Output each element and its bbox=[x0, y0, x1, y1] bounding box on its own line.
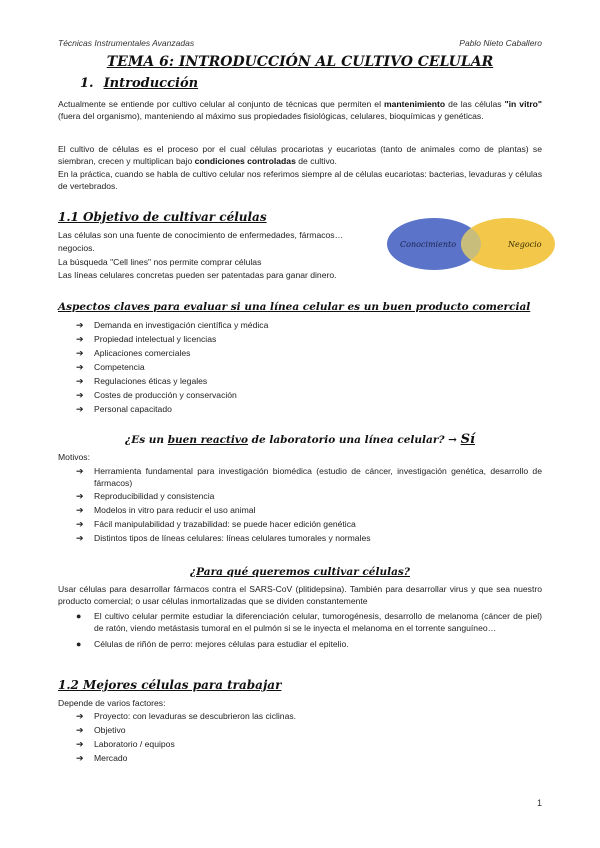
list-item-text: Regulaciones éticas y legales bbox=[94, 376, 208, 386]
intro-p2-text-b: de cultivo. bbox=[295, 156, 337, 167]
arrow-icon: ➔ bbox=[76, 376, 84, 386]
list-item-text: El cultivo celular permite estudiar la diferenciación celular, tumorogénesis, desarrollo de melanoma (cáncer de piel) de ratón, viendo metástasis tumoral en el pulmón si se le inyecta el melanoma en el torrente sanguíneo… bbox=[94, 611, 542, 634]
list-item bbox=[76, 402, 542, 416]
arrow-icon: ➔ bbox=[76, 404, 84, 414]
intro-p1-bold-2: "in vitro" bbox=[504, 99, 542, 109]
arrow-icon: ➔ bbox=[76, 753, 84, 763]
header-course: Técnicas Instrumentales Avanzadas bbox=[58, 38, 195, 48]
list-item bbox=[76, 751, 542, 765]
list-item bbox=[76, 374, 542, 388]
list-item-text: Mercado bbox=[94, 753, 128, 763]
why-bullets bbox=[76, 609, 542, 651]
section-1-number: 1. bbox=[80, 76, 94, 91]
list-item bbox=[76, 503, 542, 517]
intro-p1-bold-1: mantenimiento bbox=[384, 99, 446, 109]
bullet-icon: ● bbox=[76, 639, 82, 650]
intro-paragraph-1 bbox=[58, 98, 542, 122]
objective-line-4: Las líneas celulares concretas pueden ser patentadas para ganar dinero. bbox=[58, 270, 337, 281]
list-item-text: Competencia bbox=[94, 362, 145, 372]
list-item bbox=[76, 723, 542, 737]
aspects-list bbox=[76, 318, 542, 416]
venn-diagram bbox=[386, 216, 556, 272]
venn-business-label: Negocio bbox=[508, 240, 542, 249]
list-item-text: Aplicaciones comerciales bbox=[94, 348, 191, 358]
arrow-icon: ➔ bbox=[76, 533, 84, 544]
arrow-icon: ➔ bbox=[76, 725, 84, 735]
arrow-icon: ➔ bbox=[76, 739, 84, 749]
arrow-icon: ➔ bbox=[76, 519, 84, 530]
reagent-heading-a: ¿Es un bbox=[125, 434, 168, 446]
intro-p2-bold: condiciones controladas bbox=[194, 156, 296, 167]
list-item-text: Modelos in vitro para reducir el uso animal bbox=[94, 505, 256, 516]
list-item-text: Proyecto: con levaduras se descubrieron las ciclinas. bbox=[94, 711, 297, 721]
list-item bbox=[76, 388, 542, 402]
list-item-text: Herramienta fundamental para investigación biomédica (estudio de cáncer, investigación genética, desarrollo de fármacos) bbox=[94, 466, 542, 489]
reagent-heading-underlined: buen reactivo bbox=[167, 434, 249, 446]
list-item-text: Demanda en investigación científica y médica bbox=[94, 320, 269, 330]
header-author: Pablo Nieto Caballero bbox=[459, 38, 542, 48]
arrow-icon: ➔ bbox=[76, 334, 84, 344]
list-item bbox=[76, 346, 542, 360]
objective-line-3: La búsqueda "Cell lines" nos permite comprar células bbox=[58, 256, 262, 267]
arrow-icon: ➔ bbox=[76, 390, 84, 400]
objective-text bbox=[58, 229, 378, 283]
list-item-text: Laboratorio / equipos bbox=[94, 739, 175, 749]
list-item-text: Costes de producción y conservación bbox=[94, 390, 237, 400]
intro-p1-text-b: de las células bbox=[445, 99, 505, 109]
page-number: 1 bbox=[536, 798, 542, 808]
intro-paragraph-2 bbox=[58, 143, 542, 167]
bullet-icon: ● bbox=[76, 611, 82, 621]
arrow-icon: ➔ bbox=[76, 466, 84, 476]
document-title: TEMA 6: INTRODUCCIÓN AL CULTIVO CELULAR bbox=[106, 54, 494, 70]
list-item bbox=[76, 531, 542, 545]
list-item bbox=[76, 517, 542, 531]
list-item bbox=[76, 360, 542, 374]
list-item bbox=[76, 737, 542, 751]
arrow-icon: ➔ bbox=[76, 348, 84, 358]
intro-p2-text-a: El cultivo de células es el proceso por el cual células procariotas y eucariotas (tanto de animales como de plantas) se siembran, crecen y multiplican bajo bbox=[58, 144, 542, 167]
section-1-title: Introducción bbox=[103, 76, 199, 91]
factors-list bbox=[76, 709, 542, 765]
list-item-text: Fácil manipulabilidad y trazabilidad: se puede hacer edición genética bbox=[94, 519, 356, 530]
why-heading: ¿Para qué queremos cultivar células? bbox=[190, 566, 410, 578]
arrow-icon: ➔ bbox=[76, 711, 84, 721]
arrow-icon: ➔ bbox=[76, 362, 84, 372]
arrow-icon: ➔ bbox=[76, 320, 84, 330]
venn-knowledge-label: Conocimiento bbox=[400, 240, 457, 249]
section-1-1-heading: 1.1 Objetivo de cultivar células bbox=[58, 210, 267, 224]
arrow-icon: ➔ bbox=[76, 505, 84, 516]
list-item-text: Reproducibilidad y consistencia bbox=[94, 491, 215, 502]
objective-line-2: negocios. bbox=[58, 243, 95, 254]
objective-line-1: Las células son una fuente de conocimiento de enfermedades, fármacos… bbox=[58, 230, 344, 240]
list-item bbox=[76, 709, 542, 723]
intro-p1-text-a: Actualmente se entiende por cultivo celular al conjunto de técnicas que permiten el bbox=[58, 99, 385, 109]
list-item bbox=[76, 637, 542, 651]
list-item-text: Objetivo bbox=[94, 725, 126, 735]
section-1-2-heading: 1.2 Mejores células para trabajar bbox=[58, 678, 282, 692]
list-item-text: Personal capacitado bbox=[94, 404, 172, 414]
list-item bbox=[76, 464, 542, 489]
list-item bbox=[76, 332, 542, 346]
list-item-text: Distintos tipos de líneas celulares: líneas celulares tumorales y normales bbox=[94, 533, 371, 544]
list-item bbox=[76, 609, 542, 634]
arrow-icon: ➔ bbox=[76, 491, 84, 502]
list-item-text: Células de riñón de perro: mejores células para estudiar el epitelio. bbox=[94, 639, 349, 650]
motives-label: Motivos: bbox=[58, 452, 90, 462]
list-item bbox=[76, 318, 542, 332]
intro-p1-text-c: (fuera del organismo), manteniendo al máximo sus propiedades fisiológicas, celulares, bioquímicas y genéticas. bbox=[58, 111, 484, 122]
intro-paragraph-3: En la práctica, cuando se habla de cultivo celular nos referimos siempre al de células eucariotas: bacterias, levaduras y células de vertebrados. bbox=[58, 169, 542, 192]
section-1-heading bbox=[80, 76, 198, 91]
list-item-text: Propiedad intelectual y licencias bbox=[94, 334, 217, 344]
reagent-heading bbox=[0, 432, 600, 447]
factors-intro: Depende de varios factores: bbox=[58, 698, 166, 708]
motives-list bbox=[76, 464, 542, 545]
reagent-heading-b: de laboratorio una línea celular? → bbox=[248, 434, 461, 446]
reagent-heading-answer: Sí bbox=[460, 432, 475, 447]
list-item bbox=[76, 489, 542, 503]
why-paragraph: Usar células para desarrollar fármacos contra el SARS-CoV (plitidepsina). También para desarrollar virus y que sea nuestro producto comercial; o usar células inmortalizadas que se dividen constantemente bbox=[58, 584, 542, 607]
aspects-heading: Aspectos claves para evaluar si una línea celular es un buen producto comercial bbox=[58, 301, 531, 313]
